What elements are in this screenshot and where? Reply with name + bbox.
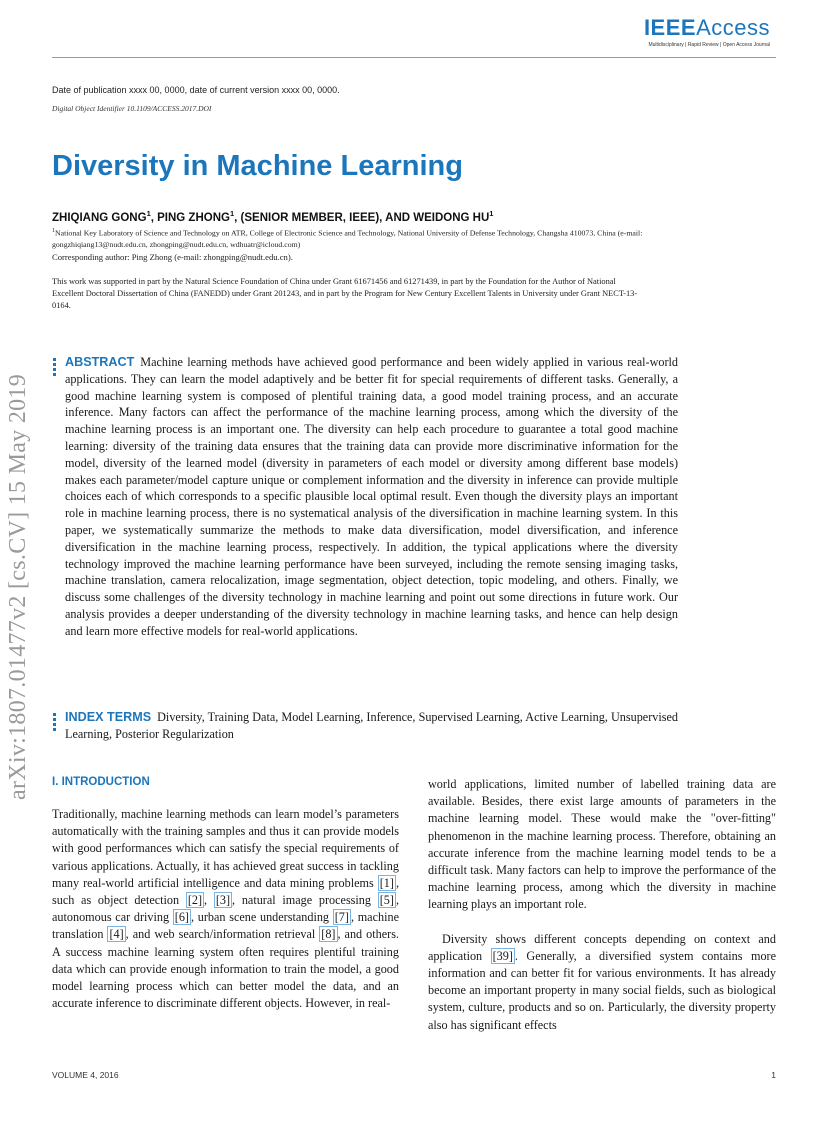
citation-link[interactable]: [39]: [492, 948, 513, 963]
publication-date: Date of publication xxxx 00, 0000, date of current version xxxx 00, 0000.: [52, 85, 340, 95]
affiliation-sup: 1: [52, 228, 55, 234]
citation-link[interactable]: [3]: [215, 893, 231, 908]
journal-logo-text: [644, 16, 770, 40]
intro-paragraph-3: [428, 931, 776, 1034]
intro-left-column: [52, 806, 399, 1012]
citation-link[interactable]: [6]: [174, 910, 189, 925]
author-1-sup: 1: [146, 209, 151, 218]
logo-brand-bold: IEEE: [643, 15, 697, 40]
intro-text: , machine translation: [52, 910, 399, 942]
intro-text: , urban scene understanding: [191, 910, 333, 925]
paper-title: Diversity in Machine Learning: [52, 150, 463, 182]
index-terms-label: INDEX TERMS: [65, 710, 152, 724]
index-terms-marker: [52, 713, 58, 733]
intro-text: Traditionally, machine learning methods can learn model’s parameters automatically with the training samples and thus it can provide models with good performances which can satisfy the special requirements of various applications. Actually, it has achieved great success in tackling many real-world artificial intelligence and data mining problems: [52, 807, 399, 890]
intro-text: , natural image processing: [232, 893, 378, 908]
author-2-sup: 1: [229, 209, 235, 218]
abstract-label: ABSTRACT: [65, 355, 135, 369]
corresponding-author: Corresponding author: Ping Zhong (e-mail: zhongping@nudt.edu.cn).: [52, 252, 293, 262]
intro-paragraph-1: [52, 806, 399, 1012]
citation-link[interactable]: [2]: [187, 893, 203, 908]
intro-paragraph-2: world applications, limited number of labelled training data are available. Besides, there exist large amounts of parameters in the machine learning model. These would make the "over-fitting" phenomenon in the machine learning process. Therefore, obtaining an accurate inference from the machine learning model tends to be a difficult task. Many factors can help to improve the performance of the machine learning process, among which the diversity in machine learning plays an important role.: [428, 777, 776, 912]
author-3-sup: 1: [489, 209, 494, 218]
citation-link[interactable]: [1]: [379, 875, 394, 890]
author-3: , (SENIOR MEMBER, IEEE), AND WEIDONG HU: [234, 211, 490, 224]
footer-volume: VOLUME 4, 2016: [52, 1070, 119, 1080]
index-terms-text: Diversity, Training Data, Model Learning, Inference, Supervised Learning, Active Learning, Unsupervised Learning, Posterior Regularization: [65, 710, 678, 741]
affiliation-text: National Key Laboratory of Science and Technology on ATR, College of Electronic Science and Technology, National University of Defense Technology, Changsha 410073, China (e-mail: gongzhiqiang13@nudt.edu.cn, zhongping@nudt.edu.cn, wdhuatr@icloud.com): [52, 228, 643, 249]
arxiv-stamp: arXiv:1807.01477v2 [cs.CV] 15 May 2019: [5, 373, 31, 800]
intro-text: , and others. A success machine learning system often requires plentiful training data which can provide enough information to train the model, a good model learning process which can better model the data, and an accurate inference to discriminate different objects. However, in real-: [52, 927, 399, 1011]
intro-right-column: [428, 776, 776, 1034]
abstract: [65, 354, 678, 640]
intro-text: . Generally, a diversified system contains more information and can better fit for various environments. It has already become an important property in many social fields, such as biological system, culture, products and so on. Particularly, the diversity property also has significant effects: [428, 948, 777, 1032]
citation-link[interactable]: [4]: [109, 927, 124, 942]
doi: Digital Object Identifier 10.1109/ACCESS.2017.DOI: [52, 104, 212, 113]
logo-brand-light: Access: [696, 15, 770, 40]
header-rule: [52, 57, 776, 58]
intro-text: , autonomous car driving: [52, 893, 399, 925]
abstract-marker: [52, 358, 58, 378]
index-terms: [65, 709, 678, 743]
citation-link[interactable]: [7]: [334, 910, 349, 925]
footer-page-number: 1: [771, 1070, 776, 1080]
affiliation: [52, 226, 652, 250]
funding-note: This work was supported in part by the Natural Science Foundation of China under Grant 61671456 and 61271439, in part by the Foundation for the Author of National Excellent Doctoral Dissertation of China (FANEDD) under Grant 201243, and in part by the Program for New Century Excellent Talents in University under Grant NECT-13-0164.: [52, 277, 638, 310]
intro-text: , such as object detection: [52, 875, 399, 908]
author-list: [52, 209, 493, 224]
citation-link[interactable]: [8]: [321, 927, 336, 942]
abstract-text: Machine learning methods have achieved good performance and been widely applied in various real-world applications. They can learn the model adaptively and be better fit for special requirements of different tasks. Generally, a good machine learning system is composed of plentiful training data, a good model training process, and an accurate inference. Many factors can affect the performance of the machine learning process, among which the diversity of the machine learning process is an important one. The diversity can help each procedure to guarantee a total good machine learning: diversity of the training data ensures that the training data can provide more discriminative information for the model, diversity of the learned model (diversity in parameters of each model or diversity among different base models) makes each parameter/model capture unique or complement information and the diversity in inference can provide multiple choices each of which corresponds to a specific plausible local optimal result. Even though the diversity plays an important role in machine learning process, there is no systematical analysis of the diversification in machine learning system. In this paper, we systematically summarize the methods to make data diversification, model diversification, and inference diversification in the machine learning process, respectively. In addition, the typical applications where the diversity technology improved the machine learning performance have been surveyed, including the remote sensing imaging tasks, machine translation, camera relocalization, image segmentation, object detection, topic modeling, and others. Finally, we discuss some challenges of the diversity technology in machine learning and point out some directions in future work. Our analysis provides a deeper understanding of the diversity technology in machine learning tasks, and hence can help design and learn more effective models for real-world applications.: [65, 355, 678, 638]
journal-logo: [644, 16, 770, 48]
author-1: ZHIQIANG GONG: [52, 211, 147, 224]
citation-link[interactable]: [5]: [379, 893, 394, 908]
intro-text: , and web search/information retrieval: [125, 927, 320, 942]
author-2: , PING ZHONG: [150, 211, 230, 224]
section-heading-introduction: I. INTRODUCTION: [52, 776, 150, 788]
intro-text: ,: [204, 893, 214, 908]
intro-text: Diversity shows different concepts depending on context and application: [428, 931, 776, 963]
journal-tagline: Multidisciplinary | Rapid Review | Open Access Journal: [648, 42, 770, 48]
